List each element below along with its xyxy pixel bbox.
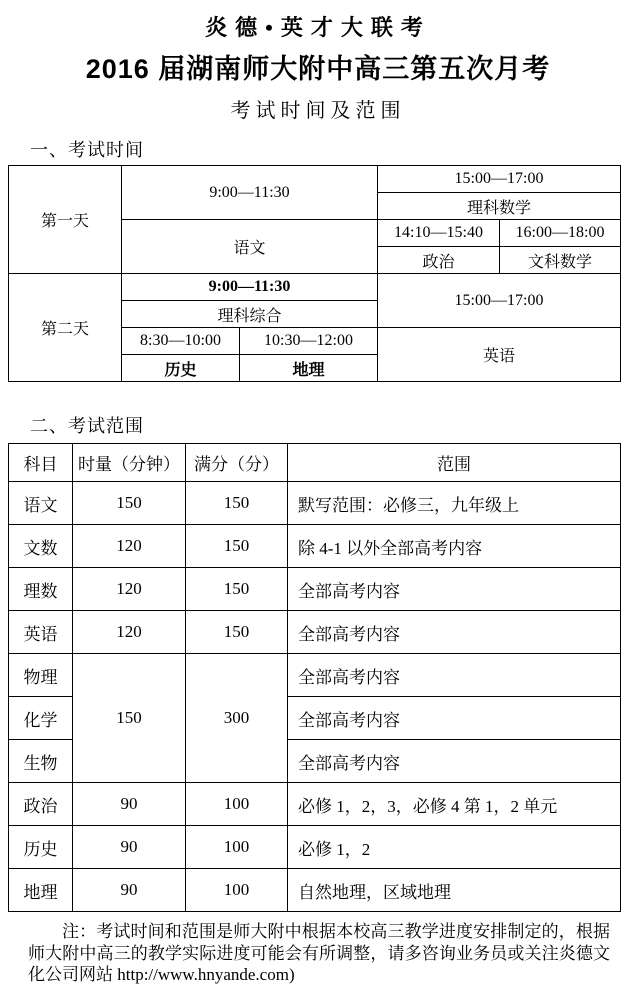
duration-cell: 150 [73,482,186,525]
table-row [9,525,621,568]
score-cell: 100 [186,869,288,912]
section-heading-exam-time: 一、考试时间 [30,140,144,160]
duration-cell: 90 [73,869,186,912]
scope-cell: 自然地理，区域地理 [288,869,621,912]
section-heading-exam-scope: 二、考试范围 [30,416,144,436]
table-row [9,654,621,697]
day2-label-cell: 第二天 [9,274,122,382]
day1-afternoon-subject2b-cell: 文科数学 [500,247,621,274]
day1-morning-subject-cell: 语文 [122,220,378,274]
score-cell: 150 [186,568,288,611]
score-cell: 300 [186,654,288,783]
scope-cell: 全部高考内容 [288,697,621,740]
header-duration: 时量（分钟） [73,444,186,482]
subject-cell: 化学 [9,697,73,740]
table-row [9,482,621,525]
scope-cell: 必修 1，2 [288,826,621,869]
subject-cell: 英语 [9,611,73,654]
table-header-row [9,444,621,482]
scope-cell: 必修 1，2，3，必修 4 第 1，2 单元 [288,783,621,826]
subject-cell: 语文 [9,482,73,525]
exam-time-table [8,165,621,382]
day1-afternoon-time1-cell: 15:00—17:00 [378,166,621,193]
score-cell: 150 [186,611,288,654]
day1-afternoon-subject1-cell: 理科数学 [378,193,621,220]
score-cell: 100 [186,783,288,826]
subject-cell: 文数 [9,525,73,568]
subject-cell: 政治 [9,783,73,826]
duration-cell: 90 [73,783,186,826]
table-row [9,166,621,193]
scope-cell: 默写范围：必修三，九年级上 [288,482,621,525]
table-row [9,568,621,611]
header-subject: 科目 [9,444,73,482]
header-full-score: 满分（分） [186,444,288,482]
table-row [9,783,621,826]
subject-cell: 地理 [9,869,73,912]
score-cell: 150 [186,482,288,525]
duration-cell: 120 [73,568,186,611]
day1-label-cell: 第一天 [9,166,122,274]
day2-afternoon-time-cell: 15:00—17:00 [378,274,621,328]
table-row [9,826,621,869]
scope-cell: 全部高考内容 [288,611,621,654]
scope-cell: 全部高考内容 [288,654,621,697]
day1-afternoon-time2a-cell: 14:10—15:40 [378,220,500,247]
day2-morning-time1-cell: 9:00—11:30 [122,274,378,301]
day2-morning-subject2b-cell: 地理 [240,355,378,382]
scope-cell: 全部高考内容 [288,568,621,611]
subject-cell: 历史 [9,826,73,869]
subject-cell: 理数 [9,568,73,611]
duration-cell: 120 [73,611,186,654]
subtitle: 考试时间及范围 [230,100,406,122]
day1-afternoon-subject2a-cell: 政治 [378,247,500,274]
header-scope: 范围 [288,444,621,482]
day1-afternoon-time2b-cell: 16:00—18:00 [500,220,621,247]
day2-afternoon-subject-cell: 英语 [378,328,621,382]
day2-morning-subject1-cell: 理科综合 [122,301,378,328]
day2-morning-subject2a-cell: 历史 [122,355,240,382]
scope-cell: 全部高考内容 [288,740,621,783]
table-row [9,274,621,301]
duration-cell: 90 [73,826,186,869]
duration-cell: 120 [73,525,186,568]
subject-cell: 生物 [9,740,73,783]
day1-morning-time-cell: 9:00—11:30 [122,166,378,220]
brand-title: 炎德•英才大联考 [205,15,431,40]
main-title: 2016 届湖南师大附中高三第五次月考 [85,54,551,84]
table-row [9,611,621,654]
duration-cell: 150 [73,654,186,783]
exam-scope-table [8,443,621,912]
table-row [9,869,621,912]
score-cell: 150 [186,525,288,568]
day2-morning-time2b-cell: 10:30—12:00 [240,328,378,355]
scope-cell: 除 4-1 以外全部高考内容 [288,525,621,568]
subject-cell: 物理 [9,654,73,697]
day2-morning-time2a-cell: 8:30—10:00 [122,328,240,355]
note-paragraph: 注：考试时间和范围是师大附中根据本校高三教学进度安排制定的，根据师大附中高三的教学实际进度可能会有所调整，请多咨询业务员或关注炎德文化公司网站 http://www.hnyande.com) [28,922,610,984]
score-cell: 100 [186,826,288,869]
